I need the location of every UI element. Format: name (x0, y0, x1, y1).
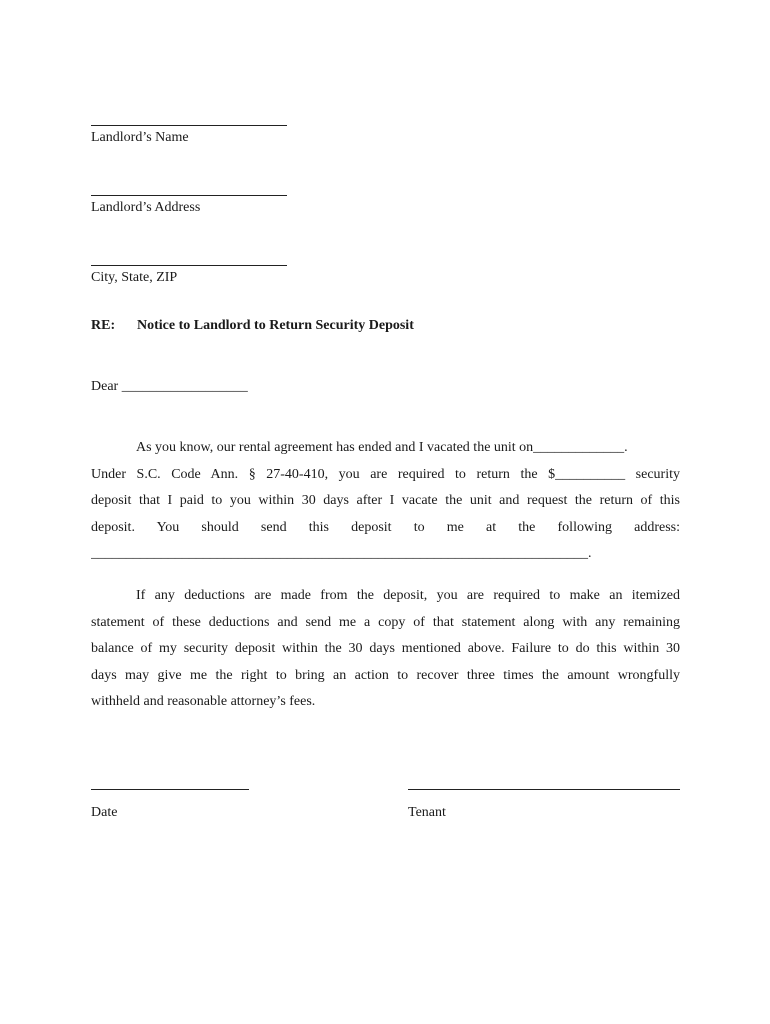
paragraph-2 (91, 583, 680, 716)
tenant-label: Tenant (408, 805, 446, 820)
landlord-address-line[interactable] (91, 195, 287, 196)
re-prefix: RE: (91, 318, 116, 333)
re-title: Notice to Landlord to Return Security Deposit (137, 318, 414, 333)
date-label: Date (91, 805, 118, 820)
salutation: Dear __________________ (91, 379, 248, 394)
paragraph-1-line-1: As you know, our rental agreement has ended and I vacated the unit on_____________. (136, 440, 628, 455)
paragraph-2-line-4: days may give me the right to bring an action to recover three times the amount wrongfully (91, 667, 680, 683)
landlord-name-line[interactable] (91, 125, 287, 126)
paragraph-1-line-4: deposit. You should send this deposit to me at the following address: (91, 519, 680, 535)
tenant-signature-line[interactable] (408, 789, 680, 790)
paragraph-1 (91, 435, 680, 568)
city-state-zip-label: City, State, ZIP (91, 270, 178, 285)
paragraph-1-line-3: deposit that I paid to you within 30 days after I vacate the unit and request the return of this (91, 493, 680, 508)
paragraph-2-line-5: withheld and reasonable attorney’s fees. (91, 694, 316, 709)
paragraph-1-line-5: _______________________________________________________________________. (91, 546, 592, 561)
paragraph-2-line-1: If any deductions are made from the deposit, you are required to make an itemized (136, 588, 680, 603)
landlord-address-label: Landlord’s Address (91, 200, 201, 215)
landlord-name-label: Landlord’s Name (91, 130, 189, 145)
city-state-zip-line[interactable] (91, 265, 287, 266)
paragraph-2-line-3: balance of my security deposit within the 30 days mentioned above. Failure to do this within 30 (91, 641, 680, 656)
date-signature-line[interactable] (91, 789, 249, 790)
paragraph-1-line-2: Under S.C. Code Ann. § 27-40-410, you are required to return the $__________ security (91, 466, 680, 482)
paragraph-2-line-2: statement of these deductions and send me a copy of that statement along with any remaining (91, 614, 680, 630)
